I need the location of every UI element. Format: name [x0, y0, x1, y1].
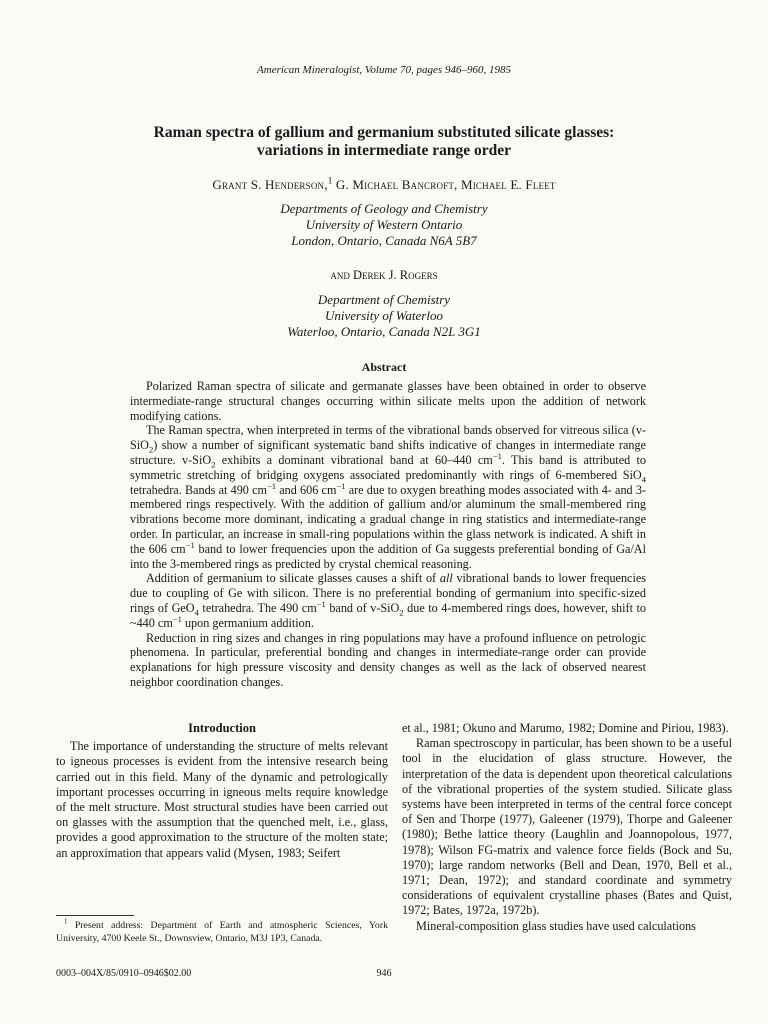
- article-code: 0003–004X/85/0910–0946$02.00: [56, 968, 192, 979]
- introduction-heading: Introduction: [188, 721, 256, 735]
- footnote: [56, 920, 388, 945]
- author-others: G. Michael Bancroft, Michael E. Fleet: [332, 177, 556, 192]
- author-line: [0, 177, 768, 193]
- abstract-body: [130, 379, 646, 690]
- affiliation-western-ontario: [0, 201, 768, 249]
- abstract-heading: Abstract: [361, 360, 407, 374]
- intro-paragraph-2: Raman spectroscopy in particular, has been shown to be a useful tool in the elucidation of glass structure. However, the interpretation of the data is dependent upon theoretical calculations of the vibrational properties of the system studied. Silicate glass systems have been interpreted in terms of the central force concept of Sen and Thorpe (1977), Galeener (1979), Thorpe and Galeener (1980); Bethe lattice theory (Laughlin and Joannopolous, 1977, 1978); Wilson FG-matrix and valence force fields (Bock and Su, 1970); large random networks (Bell and Dean, 1970, Bell et al., 1971; Dean, 1972); and standard coordinate and symmetry considerations of equivalent crystalline phases (Bates and Quist, 1972; Bates, 1972a, 1972b).: [402, 736, 732, 918]
- footnote-text: Present address: Department of Earth and atmospheric Sciences, York University, 4700 Keele St., Downsview, Ontario, M3J 1P3, Canada.: [56, 920, 388, 944]
- abstract-paragraph-2: The Raman spectra, when interpreted in terms of the vibrational bands observed for vitreous silica (v-SiO$_2$) show a number of significant systematic band shifts indicative of changes in intermediate range structure. v-SiO$_2$ exhibits a dominant vibrational band at 60–440 $cm^{-1}$. This band is attributed to symmetric stretching of bridging oxygens associated predominantly with rings of 6-membered SiO$_4$ tetrahedra. Bands at 490 $cm^{-1}$ and 606 $cm^{-1}$ are due to oxygen breathing modes associated with 4- and 3-membered rings respectively. With the addition of gallium and/or aluminum the small-membered ring vibrations become more dominant, indicating a gradual change in ring statistics and intermediate-range order. In particular, an increase in small-ring populations within the glass network is indicated. A shift in the 606 $cm^{-1}$ band to lower frequencies upon the addition of Ga suggests preferential bonding of Ga/Al into the 3-membered rings as predicted by crystal chemical reasoning.: [130, 423, 647, 571]
- footnote-divider: [56, 915, 134, 916]
- intro-paragraph-3: Mineral-composition glass studies have used calculations: [416, 918, 696, 933]
- intro-continuation: et al., 1981; Okuno and Marumo, 1982; Domine and Piriou, 1983).: [402, 721, 729, 735]
- intro-paragraph-1: The importance of understanding the structure of melts relevant to igneous processes is evident from the intensive research being carried out in this field. Many of the dynamic and petrologically important processes occurring in igneous melts require knowledge of the melt structure. Most structural studies have been carried out on glasses with the assumption that the quenched melt, i.e., glass, provides a good approximation to the structure of the molten state; an approximation that appears valid (Mysen, 1983; Seifert: [56, 739, 388, 860]
- abstract-paragraph-1: Polarized Raman spectra of silicate and germanate glasses have been obtained in order to observe intermediate-range structural changes occurring within silicate melts upon the addition of network modifying cations.: [130, 379, 646, 423]
- left-column: [56, 721, 388, 861]
- author-henderson: Grant S. Henderson,: [212, 177, 328, 192]
- journal-citation: American Mineralogist, Volume 70, pages 946–960, 1985: [257, 64, 511, 76]
- affiliation-line: Waterloo, Ontario, Canada N2L 3G1: [287, 324, 481, 339]
- paper-title: Raman spectra of gallium and germanium substituted silicate glasses: variations in intermediate range order: [153, 124, 615, 159]
- author-footnote-marker: 1: [327, 175, 333, 186]
- affiliation-waterloo: [0, 292, 768, 340]
- abstract-paragraph-4: Reduction in ring sizes and changes in ring populations may have a profound influence on petrologic phenomena. In particular, preferential bonding and changes in intermediate-range order can provide explanations for high pressure viscosity and density changes as well as the lack of observed nearest neighbor coordination changes.: [130, 630, 646, 689]
- affiliation-line: London, Ontario, Canada N6A 5B7: [291, 233, 477, 248]
- affiliation-line: Departments of Geology and Chemistry: [280, 201, 488, 216]
- right-column: [402, 721, 732, 934]
- affiliation-line: Department of Chemistry: [317, 292, 451, 307]
- abstract-paragraph-3: Addition of germanium to silicate glasses causes a shift of all vibrational bands to lower frequencies due to coupling of Ge with silicon. There is no preferential bonding of germanium into specific-sized rings of GeO$_4$ tetrahedra. The 490 $cm^{-1}$ band of v-SiO$_2$ due to 4-membered rings does, however, shift to ~440 $cm^{-1}$ upon germanium addition.: [130, 571, 647, 630]
- author-line-rogers: and Derek J. Rogers: [330, 268, 438, 282]
- affiliation-line: University of Western Ontario: [305, 217, 463, 232]
- footnote-marker: 1: [64, 918, 68, 926]
- affiliation-line: University of Waterloo: [325, 308, 443, 323]
- page-number: 946: [376, 968, 392, 979]
